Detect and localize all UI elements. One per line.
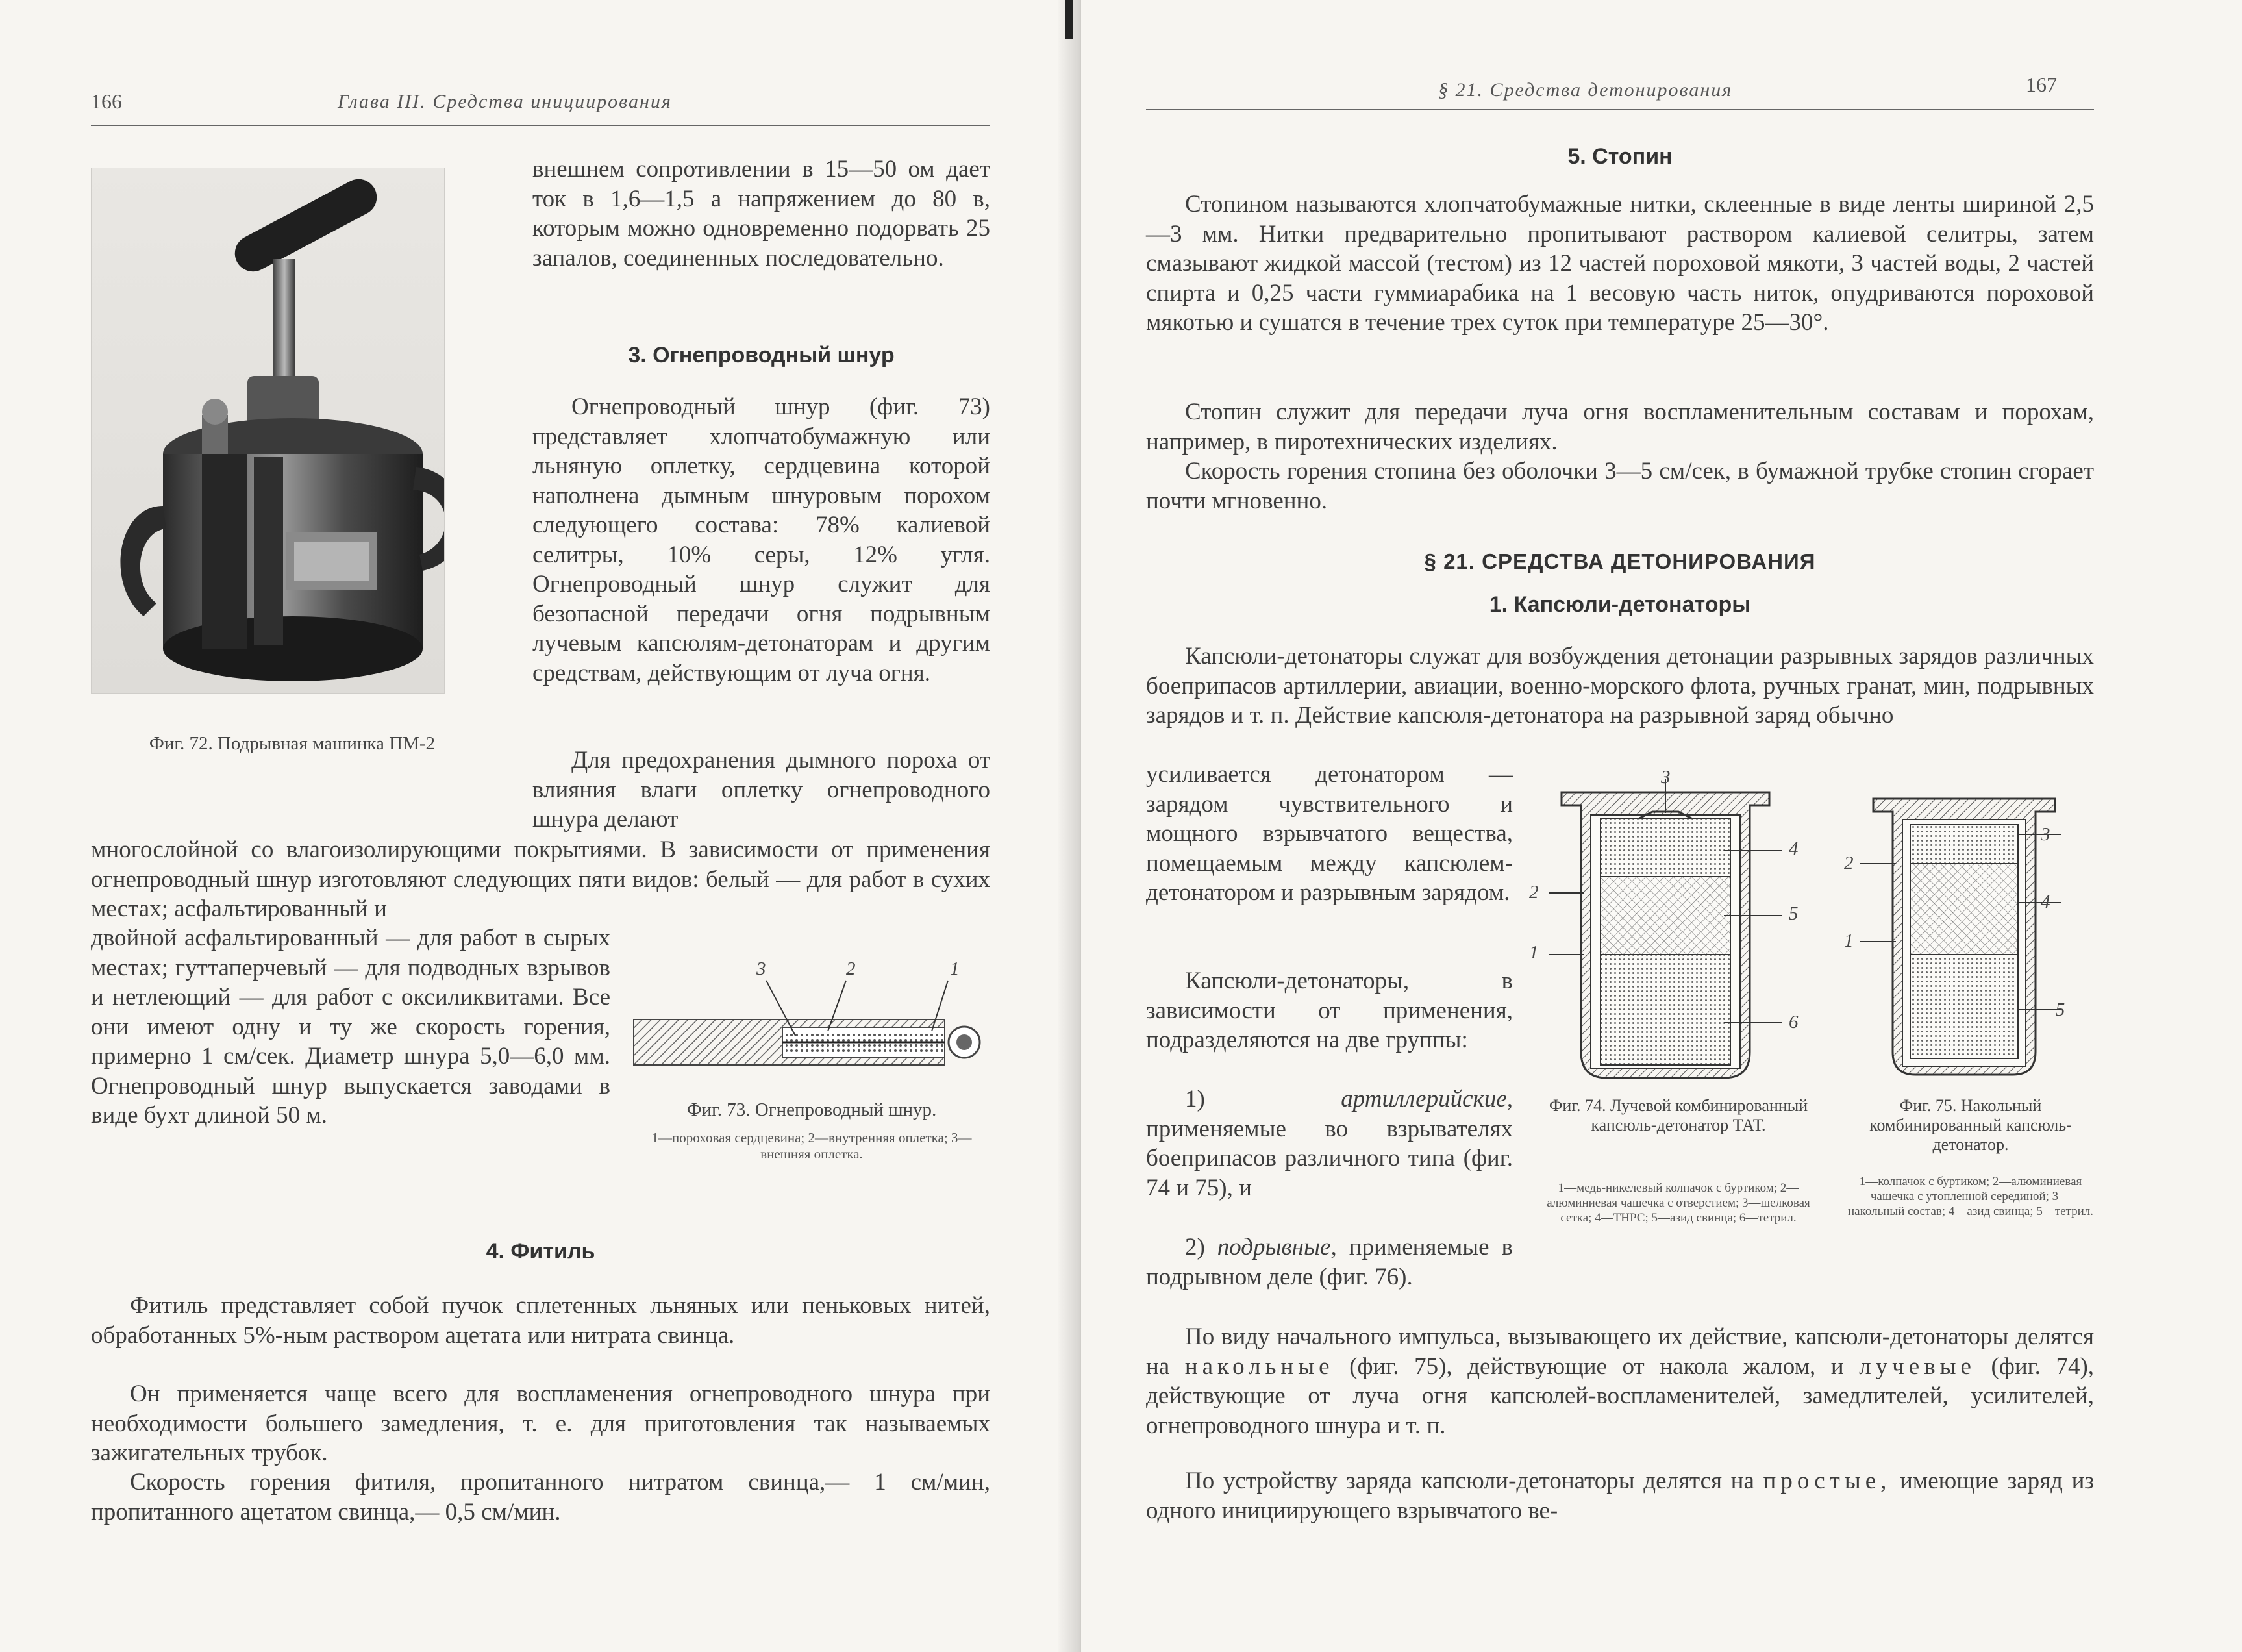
fig75-label-4: 4	[2041, 892, 2050, 912]
detonators-paragraph4	[1146, 1466, 2094, 1525]
fig74-label-5: 5	[1789, 903, 1799, 924]
detonators-item2	[1146, 1233, 1513, 1292]
section3-paragraph2-start: Для предохранения дымного пороха от влияния влаги оплетку огнепроводного шнура делают	[532, 747, 990, 832]
section3-heading: 3. Огнепроводный шнур	[628, 343, 895, 368]
left-head-rule	[91, 125, 990, 126]
detonators-paragraph2: Капсюли-детонаторы, в зависимости от применения, подразделяются на две группы:	[1146, 968, 1513, 1053]
para3-term-percussion: накольные	[1184, 1353, 1334, 1380]
detonators-heading: 1. Капсюли-детонаторы	[1489, 592, 1751, 617]
gutter-shadow	[1065, 0, 1073, 39]
para3-mid: (фиг. 75), действующие от накола жалом, и	[1349, 1353, 1844, 1380]
detonators-paragraph1: Капсюли-детонаторы служат для возбуждения детонации разрывных зарядов различных боеприпасов артиллерии, авиации, военно-морского флота, ручных гранат, мин, подрывных зарядов и т. п. Действие капсюля-детонатора на разрывной заряд обычно	[1146, 643, 2094, 729]
fig74-detonator-diagram	[1536, 766, 1821, 1091]
section3-paragraph2-cont: многослойной со влагоизолирующими покрытиями. В зависимости от применения огнепроводный шнур изготовляют следующих пяти видов: белый — для работ в сухих местах; асфальтированный и	[91, 836, 990, 922]
section4-heading: 4. Фитиль	[486, 1239, 595, 1264]
section21-heading: § 21. СРЕДСТВА ДЕТОНИРОВАНИЯ	[1424, 549, 1816, 573]
left-page-number: 166	[91, 90, 122, 113]
section3-paragraph1: Огнепроводный шнур (фиг. 73) представляет хлопчатобумажную или льняную оплетку, сердцевина которой наполнена дымным шнуровым порохом следующего состава: 78% калиевой селитры, 10% серы, 12% угля. Огнепроводный шнур служит для безопасной передачи огня подрывным лучевым капсюлям-детонаторам и другим средствам, действующим от луча огня.	[532, 394, 990, 686]
section3-paragraph2-tail: двойной асфальтированный — для работ в сырых местах; гуттаперчевый — для подводных взрывов и нетлеющий — для работ с оксиликвитами. Все они имеют одну и ту же скорость горения, примерно 1 см/сек. Диаметр шнура 5,0—6,0 мм. Огнепроводный шнур выпускается заводами в виде бухт длиной 50 м.	[91, 925, 610, 1129]
fig73-fuse-diagram	[633, 955, 990, 1071]
para3-term-flame: лучевые	[1859, 1353, 1976, 1380]
fig74-caption: Фиг. 74. Лучевой комбинированный капсюль-детонатор ТАТ.	[1549, 1096, 1808, 1134]
section4-paragraph2: Он применяется чаще всего для воспламенения огнепроводного шнура при необходимости большего замедления, т. е. для приготовления так называемых зажигательных трубок.	[91, 1381, 990, 1466]
section5-paragraph3: Скорость горения стопина без оболочки 3—5 см/сек, в бумажной трубке стопин сгорает почти мгновенно.	[1146, 458, 2094, 514]
fig73-label-2: 2	[846, 958, 856, 979]
right-running-head: § 21. Средства детонирования	[1438, 79, 1733, 101]
item2-text: применяемые в подрывном деле (фиг. 76).	[1146, 1234, 1513, 1290]
item1-text: применяемые во взрывателях боеприпасов различного типа (фиг. 74 и 75), и	[1146, 1115, 1513, 1201]
para4-lead: По устройству заряда капсюли-детонаторы делятся на	[1185, 1468, 1754, 1494]
fig74-legend: 1—медь-никелевый колпачок с буртиком; 2—алюминиевая чашечка с отверстием; 3—шелковая сетка; 4—ТНРС; 5—азид свинца; 6—тетрил.	[1547, 1181, 1810, 1225]
para4-term-simple: простые,	[1763, 1468, 1891, 1494]
item1-number: 1)	[1185, 1086, 1205, 1112]
right-head-rule	[1146, 109, 2094, 110]
fig72-caption: Фиг. 72. Подрывная машинка ПМ-2	[149, 733, 436, 754]
fig74-label-3: 3	[1661, 767, 1671, 788]
fig75-label-2: 2	[1844, 853, 1854, 873]
section5-paragraph1: Стопином называются хлопчатобумажные нитки, склеенные в виде ленты шириной 2,5—3 мм. Нитки предварительно пропитывают раствором калиевой селитры, затем смазывают жидкой массой (тестом) из 12 частей пороховой мякоти, 3 частей воды, 2 частей спирта и 0,25 части гуммиарабика на 1 весовую часть ниток, опудриваются пороховой мякотью и сушатся в течение трех суток при температуре 25—30°.	[1146, 191, 2094, 336]
section4-paragraph1: Фитиль представляет собой пучок сплетенных льняных или пеньковых нитей, обработанных 5%-ным раствором ацетата или нитрата свинца.	[91, 1292, 990, 1349]
section4-paragraph3: Скорость горения фитиля, пропитанного нитратом свинца,— 1 см/мин, пропитанного ацетатом свинца,— 0,5 см/мин.	[91, 1469, 990, 1525]
fig75-legend: 1—колпачок с буртиком; 2—алюминиевая чашечка с утопленной серединой; 3—накольный состав; 4—азид свинца; 5—тетрил.	[1848, 1175, 2093, 1218]
item2-term: подрывные,	[1217, 1234, 1337, 1260]
para3-lead: По виду начального импульса, вызывающего их действие, капсюли-детонаторы делятся на	[1146, 1323, 2094, 1380]
left-running-head: Глава III. Средства инициирования	[338, 91, 672, 112]
left-page	[0, 0, 1081, 1652]
fig73-caption: Фиг. 73. Огнепроводный шнур.	[686, 1099, 937, 1120]
fig75-caption: Фиг. 75. Накольный комбинированный капсюль-детонатор.	[1869, 1096, 2072, 1154]
right-page-number: 167	[2026, 73, 2057, 96]
fig75-label-5: 5	[2055, 999, 2065, 1020]
fig74-label-4: 4	[1789, 838, 1799, 859]
section5-heading: 5. Стопин	[1567, 144, 1673, 169]
fig75-label-1: 1	[1844, 931, 1854, 951]
fig75-label-3: 3	[2041, 824, 2050, 845]
blasting-machine-image	[92, 168, 445, 694]
fig75-detonator-diagram	[1847, 779, 2107, 1084]
fig73-legend: 1—пороховая сердцевина; 2—внутренняя оплетка; 3—внешняя оплетка.	[651, 1130, 972, 1162]
fig73-label-1: 1	[950, 958, 960, 979]
fig74-label-2: 2	[1529, 882, 1539, 903]
detonators-paragraph3	[1146, 1322, 2094, 1440]
para3-tail: (фиг. 74), действующие от луча огня капсюлей-воспламенителей, замедлителей, усилителей, огнепроводного шнура и т. п.	[1146, 1353, 2095, 1439]
detonators-paragraph1-cont: усиливается детонатором — зарядом чувствительного и мощного взрывчатого вещества, помещаемым между капсюлем-детонатором и разрывным зарядом.	[1146, 761, 1513, 906]
intro-paragraph: внешнем сопротивлении в 15—50 ом дает ток в 1,6—1,5 а напряжением до 80 в, которым можно одновременно подорвать 25 запалов, соединенных последовательно.	[532, 156, 990, 271]
right-page	[1081, 0, 2242, 1652]
fig74-label-1: 1	[1529, 942, 1539, 963]
fig72-photo	[91, 168, 445, 694]
para4-tail: имеющие заряд из одного инициирующего взрывчатого ве-	[1146, 1468, 2095, 1524]
fig74-label-6: 6	[1789, 1012, 1799, 1032]
fig73-label-3: 3	[756, 958, 766, 979]
item2-number: 2)	[1185, 1234, 1205, 1260]
section5-paragraph2: Стопин служит для передачи луча огня воспламенительным составам и порохам, например, в пиротехнических изделиях.	[1146, 399, 2094, 455]
detonators-item1	[1146, 1084, 1513, 1203]
item1-term: артиллерийские,	[1341, 1086, 1513, 1112]
